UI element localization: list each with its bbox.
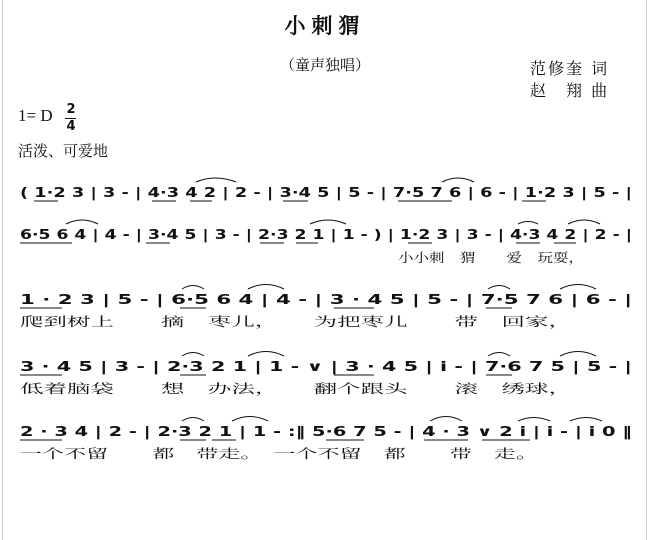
song-subtitle: （童声独唱） [279, 56, 370, 74]
composer-credit: 赵 翔 曲 [530, 81, 610, 100]
staff-row-2-lyrics: 小小刺 猬 爱 玩耍， [398, 250, 584, 265]
staff-row-5-notes: 2 · 3 4 | 2 - | 2·3 2 1 | 1 - :‖ 5·6 7 5 - | 4 · 3 ∨ 2 i | i - | i 0 ‖ [20, 425, 632, 440]
staff-row-3-notes: 1 · 2 3 | 5 - | 6·5 6 4 | 4 - | 3 · 4 5 | 5 - | 7·5 7 6 | 6 - | [20, 293, 632, 308]
song-title: 小刺猬 [284, 13, 366, 38]
time-signature-bottom: 4 [66, 119, 76, 134]
staff-row-2-notes: 6·5 6 4 | 4 - | 3·4 5 | 3 - | 2·3 2 1 | 1 - ) | 1·2 3 | 3 - | 4·3 4 2 | 2 - | [20, 228, 632, 243]
staff-row-3-lyrics: 爬到树上 摘 枣儿， 为把枣儿 带 回家， [20, 314, 572, 329]
staff-row-4-lyrics: 低着脑袋 想 办法， 翻个跟头 滚 绣球， [20, 381, 572, 396]
staff-row-4-notes: 3 · 4 5 | 3 - | 2·3 2 1 | 1 - ∨ | 3 · 4 5 | i - | 7·6 7 5 | 5 - | [20, 360, 632, 375]
staff-row-1-notes: ( 1·2 3 | 3 - | 4·3 4 2 | 2 - | 3·4 5 | 5 - | 7·5 7 6 | 6 - | 1·2 3 | 5 - | [20, 186, 632, 201]
staff-row-5-lyrics: 一个不留 都 带走。 一个不留 都 带 走。 [20, 446, 538, 461]
tempo-marking: 活泼、可爱地 [18, 142, 109, 160]
lyricist-credit: 范修奎 词 [530, 59, 610, 78]
time-signature-top: 2 [66, 102, 76, 117]
key-signature: 1= D [18, 106, 53, 125]
